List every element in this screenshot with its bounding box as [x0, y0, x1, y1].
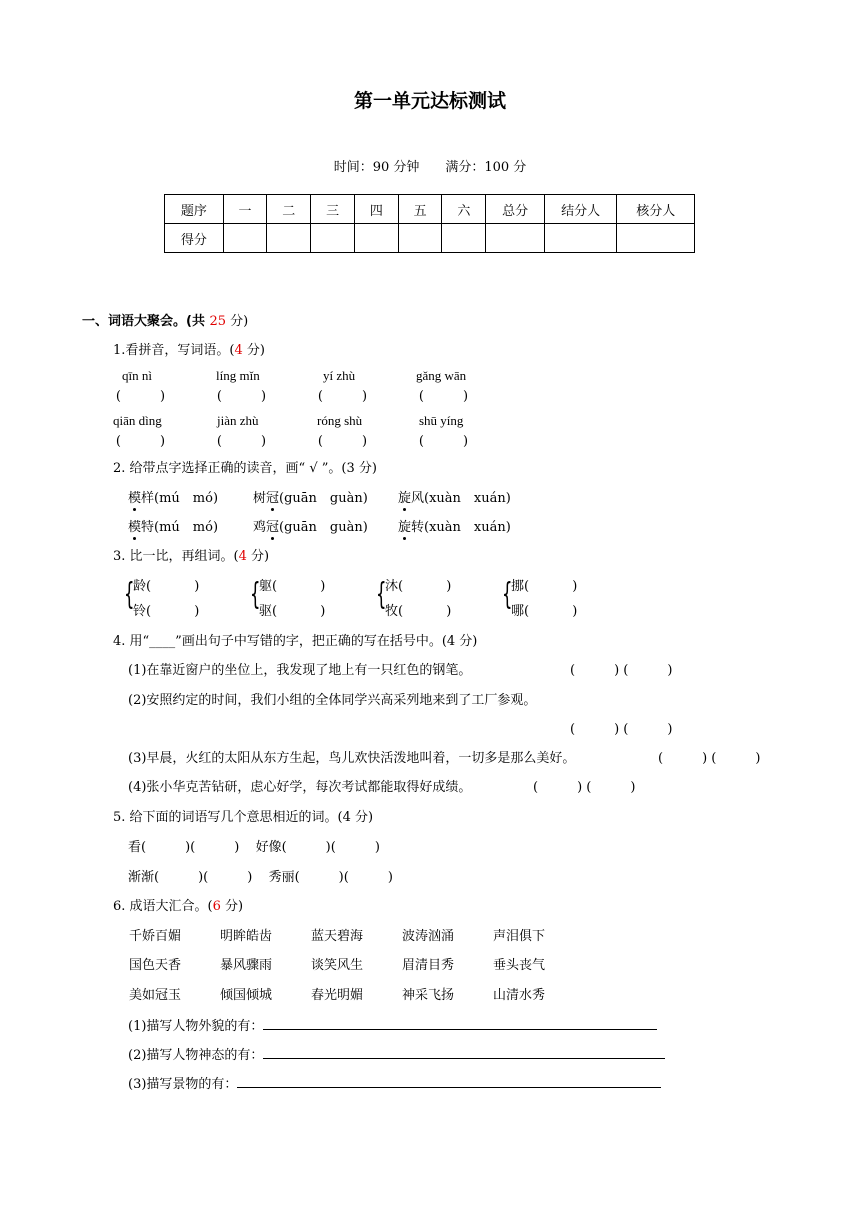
header-cell: 六 [442, 195, 486, 224]
pinyin-6: jiàn zhù [217, 413, 259, 428]
idiom-row: 国色天香 暴风骤雨 谈笑风生 眉清目秀 垂头丧气 [129, 958, 546, 973]
pinyin-3: yí zhù [323, 368, 356, 383]
pinyin-4: gǎng wān [416, 368, 467, 383]
synonym-row[interactable]: 看( )( ) 好像( )( ) [128, 840, 380, 855]
brace: { [502, 577, 513, 612]
question-3-title: 3. 比一比，再组词。(4 分) [113, 549, 270, 564]
question-6-title: 6. 成语大汇合。(6 分) [113, 899, 244, 914]
header-cell: 四 [354, 195, 398, 224]
score-cell[interactable] [398, 224, 442, 253]
pinyin-7: róng shù [317, 413, 363, 428]
score-cell[interactable] [311, 224, 355, 253]
answer-line-expression[interactable]: (2)描写人物神态的有： [128, 1044, 665, 1063]
sentence-3: (3)早晨，火红的太阳从东方生起，鸟儿欢快活泼地叫着，一切多是那么美好。 [128, 751, 576, 766]
brace: { [376, 577, 387, 612]
pinyin-2: líng mǐn [216, 368, 260, 383]
answer-line-scenery[interactable]: (3)描写景物的有： [128, 1073, 661, 1092]
header-cell: 题序 [165, 195, 224, 224]
reading-option[interactable]: 鸡冠(guān guàn) [253, 516, 368, 535]
score-cell[interactable] [223, 224, 267, 253]
answer-blank-row[interactable]: ( ) ( ) ( ) ( ) [115, 389, 469, 404]
reading-option[interactable]: 树冠(guān guàn) [253, 487, 368, 506]
pinyin-8: shū yíng [419, 413, 464, 428]
compare-word[interactable]: 龄( ) [133, 579, 200, 594]
answer-brackets[interactable]: ( ) ( ) [570, 663, 673, 678]
sentence-2: (2)安照约定的时间，我们小组的全体同学兴高采列地来到了工厂参观。 [128, 693, 537, 708]
header-cell: 五 [398, 195, 442, 224]
score-table [164, 194, 695, 253]
header-cell: 二 [267, 195, 311, 224]
sentence-1: (1)在靠近窗户的坐位上，我发现了地上有一只红色的钢笔。 [128, 663, 472, 678]
compare-word[interactable]: 躯( ) [259, 579, 326, 594]
exam-meta: 时间：90 分钟 满分：100 分 [333, 160, 527, 175]
question-5-title: 5. 给下面的词语写几个意思相近的词。(4 分) [113, 810, 374, 825]
header-cell: 一 [223, 195, 267, 224]
question-1-title: 1.看拼音，写词语。(4 分) [113, 343, 265, 358]
score-cell[interactable] [442, 224, 486, 253]
reading-option[interactable]: 旋风(xuàn xuán) [398, 487, 511, 506]
answer-line-appearance[interactable]: (1)描写人物外貌的有： [128, 1015, 657, 1034]
question-4-title: 4. 用“____”画出句子中写错的字，把正确的写在括号中。(4 分) [113, 634, 478, 649]
idiom-row: 美如冠玉 倾国倾城 春光明媚 神采飞扬 山清水秀 [129, 988, 546, 1003]
reading-option[interactable]: 旋转(xuàn xuán) [398, 516, 511, 535]
score-table-header-row [165, 195, 695, 224]
answer-brackets[interactable]: ( ) ( ) [533, 780, 636, 795]
compare-word[interactable]: 哪( ) [511, 604, 578, 619]
answer-brackets[interactable]: ( ) ( ) [658, 751, 761, 766]
header-cell: 结分人 [544, 195, 617, 224]
row-label: 得分 [165, 224, 224, 253]
sentence-4: (4)张小华克苦钻研，虑心好学，每次考试都能取得好成绩。 [128, 780, 472, 795]
compare-word[interactable]: 沐( ) [385, 579, 452, 594]
idiom-row: 千娇百媚 明眸皓齿 蓝天碧海 波涛汹涌 声泪俱下 [129, 929, 546, 944]
score-cell[interactable] [486, 224, 545, 253]
score-table-score-row [165, 224, 695, 253]
answer-blank-row[interactable]: ( ) ( ) ( ) ( ) [115, 434, 469, 449]
reading-option[interactable]: 模特(mú mó) [128, 516, 218, 535]
score-cell[interactable] [617, 224, 695, 253]
header-cell: 核分人 [617, 195, 695, 224]
section-heading: 一、词语大聚会。(共 25 分) [82, 314, 249, 329]
brace: { [124, 577, 135, 612]
answer-brackets[interactable]: ( ) ( ) [570, 722, 673, 737]
pinyin-5: qiān dìng [113, 413, 162, 428]
header-cell: 三 [311, 195, 355, 224]
score-cell[interactable] [267, 224, 311, 253]
reading-option[interactable]: 模样(mú mó) [128, 487, 218, 506]
synonym-row[interactable]: 渐渐( )( ) 秀丽( )( ) [128, 870, 393, 885]
brace: { [250, 577, 261, 612]
header-cell: 总分 [486, 195, 545, 224]
pinyin-1: qīn nì [122, 368, 152, 383]
compare-word[interactable]: 牧( ) [385, 604, 452, 619]
compare-word[interactable]: 挪( ) [511, 579, 578, 594]
compare-word[interactable]: 驱( ) [259, 604, 326, 619]
question-2-title: 2. 给带点字选择正确的读音，画“ √ ”。(3 分) [113, 461, 377, 476]
score-cell[interactable] [354, 224, 398, 253]
score-cell[interactable] [544, 224, 617, 253]
page-title: 第一单元达标测试 [353, 90, 506, 112]
compare-word[interactable]: 铃( ) [133, 604, 200, 619]
